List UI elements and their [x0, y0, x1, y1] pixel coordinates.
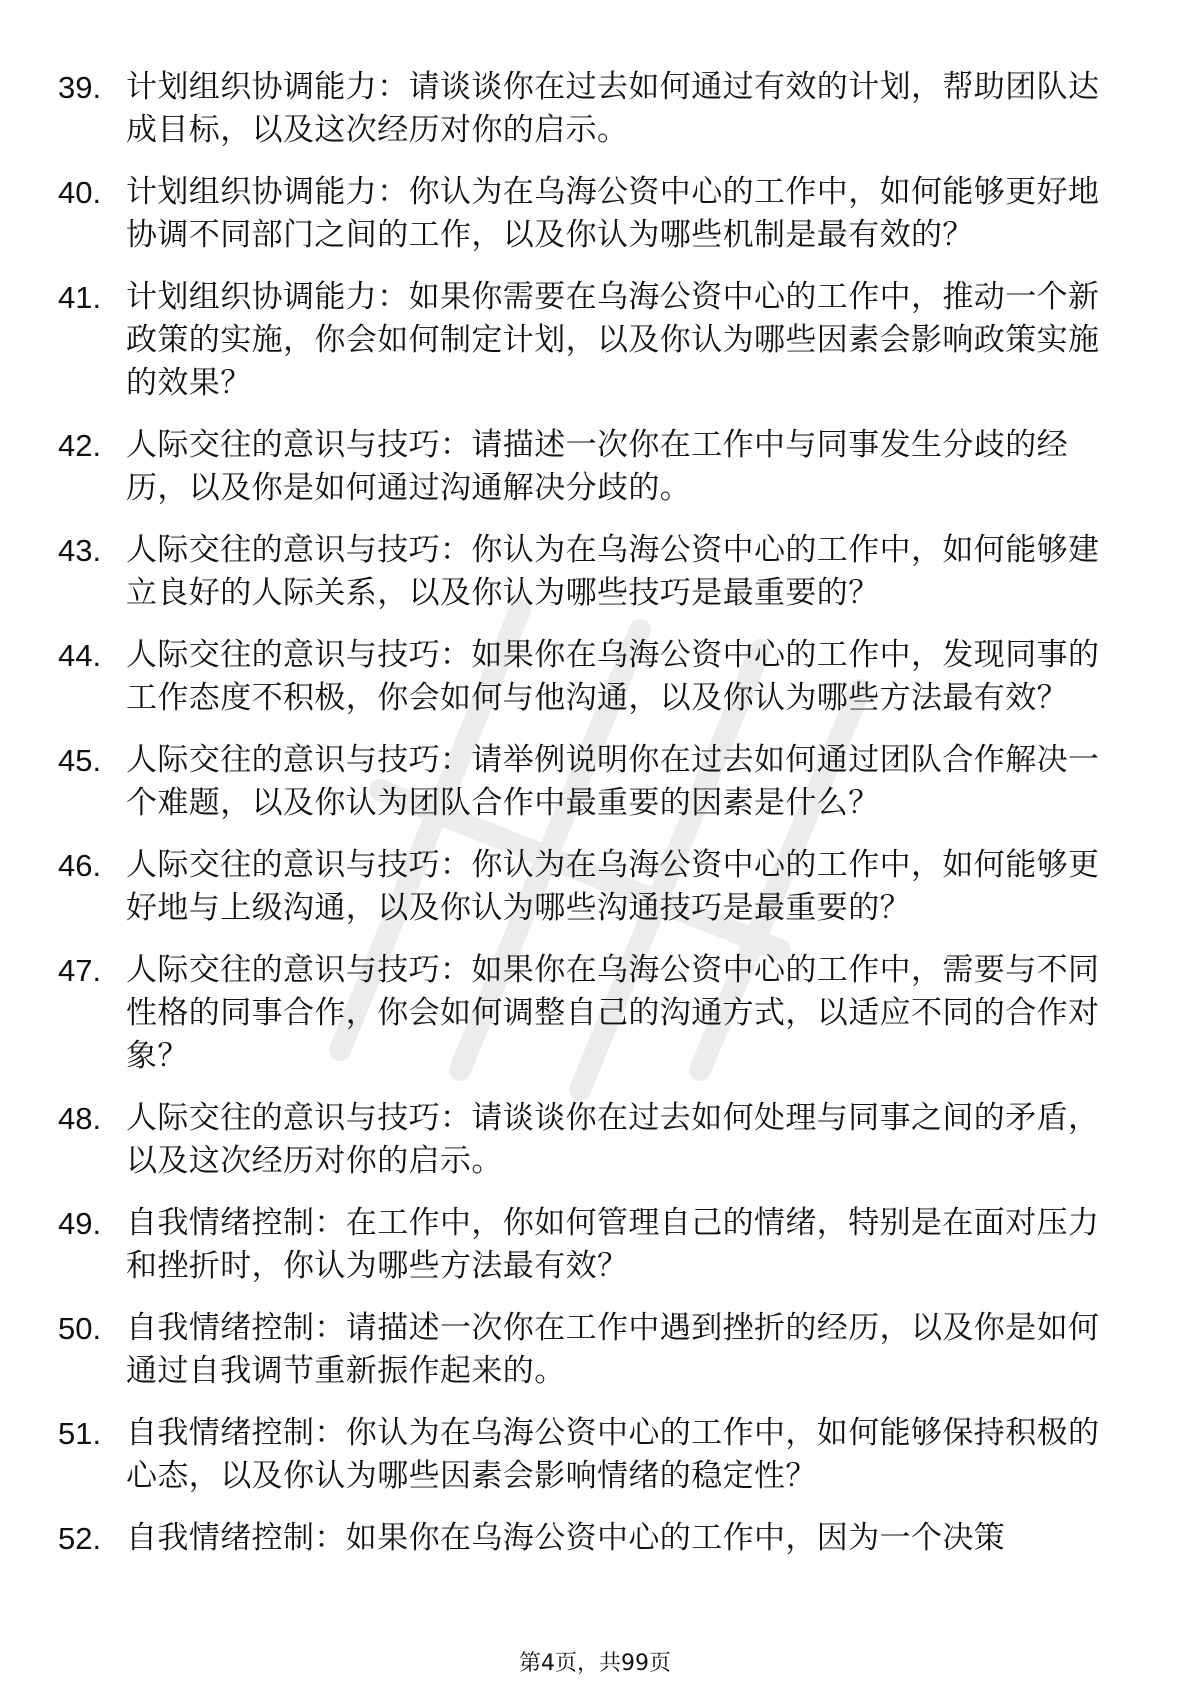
list-item — [0, 529, 1190, 615]
question-text: 自我情绪控制：如果你在乌海公资中心的工作中，因为一个决策 — [126, 1520, 1006, 1556]
question-text: 人际交往的意识与技巧：请谈谈你在过去如何处理与同事之间的矛盾，以及这次经历对你的启示。 — [126, 1100, 1100, 1179]
list-item — [0, 276, 1190, 405]
question-number: 41. — [58, 280, 102, 315]
question-text: 人际交往的意识与技巧：你认为在乌海公资中心的工作中，如何能够建立良好的人际关系，以及你认为哪些技巧是最重要的？ — [126, 532, 1100, 611]
list-item — [0, 1097, 1190, 1183]
list-item — [0, 424, 1190, 510]
list-item — [0, 844, 1190, 930]
list-item — [0, 1307, 1190, 1393]
question-text: 自我情绪控制：你认为在乌海公资中心的工作中，如何能够保持积极的心态，以及你认为哪些因素会影响情绪的稳定性？ — [126, 1415, 1100, 1494]
question-number: 48. — [58, 1101, 102, 1136]
question-number: 50. — [58, 1311, 102, 1346]
list-item — [0, 1412, 1190, 1498]
question-text: 自我情绪控制：请描述一次你在工作中遇到挫折的经历，以及你是如何通过自我调节重新振作起来的。 — [126, 1310, 1100, 1389]
list-item — [0, 634, 1190, 720]
question-number: 44. — [58, 638, 102, 673]
question-number: 46. — [58, 848, 102, 883]
page-number-label: 第4页，共99页 — [519, 1651, 671, 1676]
question-text: 计划组织协调能力：你认为在乌海公资中心的工作中，如何能够更好地协调不同部门之间的工作，以及你认为哪些机制是最有效的？ — [126, 174, 1100, 253]
question-text: 人际交往的意识与技巧：如果你在乌海公资中心的工作中，发现同事的工作态度不积极，你会如何与他沟通，以及你认为哪些方法最有效？ — [126, 637, 1100, 716]
question-number: 52. — [58, 1521, 102, 1556]
question-text: 人际交往的意识与技巧：请举例说明你在过去如何通过团队合作解决一个难题，以及你认为团队合作中最重要的因素是什么？ — [126, 742, 1100, 821]
page-footer — [0, 1650, 1190, 1678]
question-list — [0, 66, 1190, 1579]
question-text: 人际交往的意识与技巧：你认为在乌海公资中心的工作中，如何能够更好地与上级沟通，以及你认为哪些沟通技巧是最重要的？ — [126, 847, 1100, 926]
question-text: 人际交往的意识与技巧：请描述一次你在工作中与同事发生分歧的经历，以及你是如何通过沟通解决分歧的。 — [126, 427, 1068, 506]
list-item — [0, 949, 1190, 1078]
question-number: 45. — [58, 743, 102, 778]
list-item — [0, 66, 1190, 152]
question-number: 49. — [58, 1206, 102, 1241]
question-text: 计划组织协调能力：请谈谈你在过去如何通过有效的计划，帮助团队达成目标，以及这次经历对你的启示。 — [126, 69, 1100, 148]
list-item — [0, 1202, 1190, 1288]
question-text: 人际交往的意识与技巧：如果你在乌海公资中心的工作中，需要与不同性格的同事合作，你会如何调整自己的沟通方式，以适应不同的合作对象？ — [126, 952, 1100, 1074]
question-number: 39. — [58, 70, 102, 105]
question-number: 43. — [58, 533, 102, 568]
list-item — [0, 1517, 1190, 1560]
list-item — [0, 739, 1190, 825]
question-number: 47. — [58, 953, 102, 988]
question-number: 40. — [58, 175, 102, 210]
question-number: 42. — [58, 428, 102, 463]
list-item — [0, 171, 1190, 257]
question-text: 计划组织协调能力：如果你需要在乌海公资中心的工作中，推动一个新政策的实施，你会如何制定计划，以及你认为哪些因素会影响政策实施的效果？ — [126, 279, 1100, 401]
question-number: 51. — [58, 1416, 102, 1451]
question-text: 自我情绪控制：在工作中，你如何管理自己的情绪，特别是在面对压力和挫折时，你认为哪些方法最有效？ — [126, 1205, 1100, 1284]
